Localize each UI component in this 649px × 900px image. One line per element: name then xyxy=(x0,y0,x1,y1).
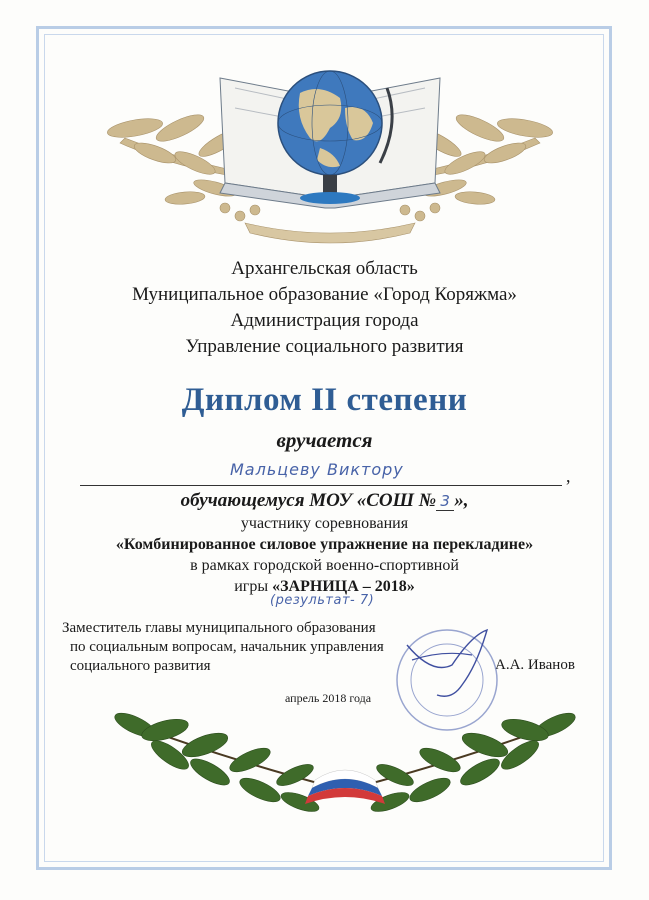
student-prefix: обучающемуся МОУ «СОШ № xyxy=(180,490,437,511)
signer-line-3: социального развития xyxy=(70,658,211,674)
game-prefix: игры xyxy=(234,578,269,595)
department-line: Управление социального развития xyxy=(185,336,464,357)
administration-line: Администрация города xyxy=(230,310,419,331)
school-number: 3 xyxy=(436,492,454,511)
context-line: в рамках городской военно-спортивной xyxy=(190,557,459,574)
name-comma: , xyxy=(566,466,571,486)
participant-line: участнику соревнования xyxy=(240,515,409,532)
signer-name: А.А. Иванов xyxy=(495,657,575,673)
region-line: Архангельская область xyxy=(231,258,418,279)
book-globe-emblem-icon xyxy=(95,48,565,248)
municipality-line: Муниципальное образование «Город Коряжма» xyxy=(132,284,517,305)
result-note: (результат- 7) xyxy=(270,593,375,608)
signer-line-2: по социальным вопросам, начальник управления xyxy=(70,639,384,655)
recipient-name: Мальцеву Виктору xyxy=(230,460,404,479)
event-name: «Комбинированное силовое упражнение на перекладине» xyxy=(115,536,534,553)
laurel-branches-icon xyxy=(110,700,580,830)
awarded-text: вручается xyxy=(276,428,373,452)
signer-line-1: Заместитель главы муниципального образования xyxy=(62,620,376,636)
student-suffix: », xyxy=(454,490,469,511)
game-name: «ЗАРНИЦА – 2018» xyxy=(272,578,415,595)
recipient-name-row xyxy=(80,462,580,490)
name-underline xyxy=(80,485,562,486)
diploma-title: Диплом II степени xyxy=(181,382,468,418)
signer-title xyxy=(62,619,442,676)
student-line xyxy=(0,490,649,512)
issue-date: апрель 2018 года xyxy=(285,691,372,705)
